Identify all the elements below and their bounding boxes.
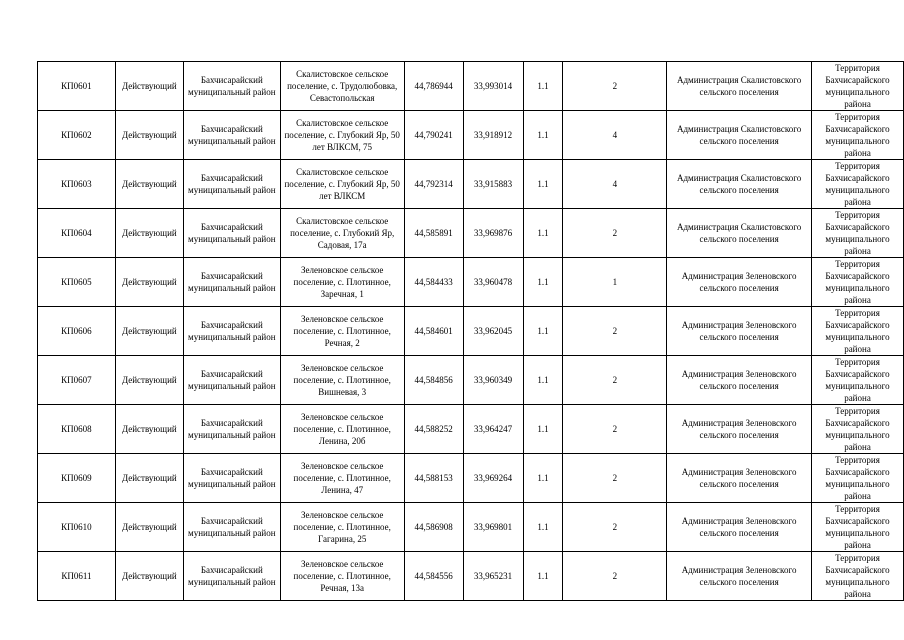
container-count-cell: 2 [563,405,667,454]
type-cell: 1.1 [523,307,563,356]
address-cell: Скалистовское сельское поселение, с. Глубокий Яр, 50 лет ВЛКСМ, 75 [280,111,404,160]
owner-cell: Администрация Скалистовского сельского поселения [667,111,812,160]
district-cell: Бахчисарайский муниципальный район [183,356,280,405]
longitude-cell: 33,965231 [463,552,523,601]
latitude-cell: 44,584601 [404,307,463,356]
longitude-cell: 33,969876 [463,209,523,258]
territory-cell: Территория Бахчисарайского муниципального района [812,503,904,552]
container-count-cell: 2 [563,503,667,552]
status-cell: Действующий [115,111,183,160]
latitude-cell: 44,588252 [404,405,463,454]
container-count-cell: 1 [563,258,667,307]
territory-cell: Территория Бахчисарайского муниципального района [812,209,904,258]
site-code-cell: КП0606 [38,307,116,356]
territory-cell: Территория Бахчисарайского муниципального района [812,160,904,209]
address-cell: Скалистовское сельское поселение, с. Глубокий Яр, 50 лет ВЛКСМ [280,160,404,209]
container-count-cell: 4 [563,111,667,160]
status-cell: Действующий [115,307,183,356]
address-cell: Зеленовское сельское поселение, с. Плотинное, Вишневая, 3 [280,356,404,405]
territory-cell: Территория Бахчисарайского муниципального района [812,356,904,405]
district-cell: Бахчисарайский муниципальный район [183,454,280,503]
status-cell: Действующий [115,356,183,405]
district-cell: Бахчисарайский муниципальный район [183,258,280,307]
type-cell: 1.1 [523,503,563,552]
container-count-cell: 2 [563,62,667,111]
longitude-cell: 33,915883 [463,160,523,209]
type-cell: 1.1 [523,454,563,503]
container-sites-table [37,61,904,601]
status-cell: Действующий [115,62,183,111]
type-cell: 1.1 [523,160,563,209]
type-cell: 1.1 [523,552,563,601]
site-code-cell: КП0604 [38,209,116,258]
site-code-cell: КП0608 [38,405,116,454]
status-cell: Действующий [115,552,183,601]
owner-cell: Администрация Зеленовского сельского поселения [667,552,812,601]
address-cell: Зеленовское сельское поселение, с. Плотинное, Речная, 13а [280,552,404,601]
table-row [38,307,904,356]
address-cell: Зеленовское сельское поселение, с. Плотинное, Гагарина, 25 [280,503,404,552]
table-row [38,111,904,160]
table-row [38,258,904,307]
owner-cell: Администрация Зеленовского сельского поселения [667,258,812,307]
type-cell: 1.1 [523,405,563,454]
type-cell: 1.1 [523,258,563,307]
container-count-cell: 2 [563,454,667,503]
status-cell: Действующий [115,405,183,454]
container-count-cell: 2 [563,552,667,601]
district-cell: Бахчисарайский муниципальный район [183,552,280,601]
territory-cell: Территория Бахчисарайского муниципального района [812,405,904,454]
latitude-cell: 44,792314 [404,160,463,209]
latitude-cell: 44,786944 [404,62,463,111]
status-cell: Действующий [115,209,183,258]
site-code-cell: КП0603 [38,160,116,209]
territory-cell: Территория Бахчисарайского муниципального района [812,258,904,307]
latitude-cell: 44,790241 [404,111,463,160]
latitude-cell: 44,586908 [404,503,463,552]
container-count-cell: 2 [563,209,667,258]
container-count-cell: 2 [563,356,667,405]
district-cell: Бахчисарайский муниципальный район [183,209,280,258]
longitude-cell: 33,960349 [463,356,523,405]
type-cell: 1.1 [523,356,563,405]
district-cell: Бахчисарайский муниципальный район [183,62,280,111]
longitude-cell: 33,969264 [463,454,523,503]
table-row [38,405,904,454]
site-code-cell: КП0609 [38,454,116,503]
owner-cell: Администрация Скалистовского сельского поселения [667,160,812,209]
table-body [38,62,904,601]
address-cell: Зеленовское сельское поселение, с. Плотинное, Ленина, 20б [280,405,404,454]
address-cell: Зеленовское сельское поселение, с. Плотинное, Заречная, 1 [280,258,404,307]
address-cell: Зеленовское сельское поселение, с. Плотинное, Ленина, 47 [280,454,404,503]
table-row [38,454,904,503]
latitude-cell: 44,584433 [404,258,463,307]
territory-cell: Территория Бахчисарайского муниципального района [812,111,904,160]
table-row [38,356,904,405]
table-row [38,209,904,258]
table-row [38,503,904,552]
address-cell: Скалистовское сельское поселение, с. Трудолюбовка, Севастопольская [280,62,404,111]
district-cell: Бахчисарайский муниципальный район [183,160,280,209]
site-code-cell: КП0602 [38,111,116,160]
owner-cell: Администрация Скалистовского сельского поселения [667,62,812,111]
table-row [38,62,904,111]
site-code-cell: КП0611 [38,552,116,601]
owner-cell: Администрация Зеленовского сельского поселения [667,503,812,552]
site-code-cell: КП0607 [38,356,116,405]
status-cell: Действующий [115,258,183,307]
status-cell: Действующий [115,160,183,209]
address-cell: Скалистовское сельское поселение, с. Глубокий Яр, Садовая, 17а [280,209,404,258]
site-code-cell: КП0610 [38,503,116,552]
owner-cell: Администрация Зеленовского сельского поселения [667,307,812,356]
owner-cell: Администрация Зеленовского сельского поселения [667,405,812,454]
owner-cell: Администрация Зеленовского сельского поселения [667,356,812,405]
territory-cell: Территория Бахчисарайского муниципального района [812,62,904,111]
latitude-cell: 44,588153 [404,454,463,503]
territory-cell: Территория Бахчисарайского муниципального района [812,307,904,356]
territory-cell: Территория Бахчисарайского муниципального района [812,454,904,503]
address-cell: Зеленовское сельское поселение, с. Плотинное, Речная, 2 [280,307,404,356]
territory-cell: Территория Бахчисарайского муниципального района [812,552,904,601]
table-row [38,160,904,209]
district-cell: Бахчисарайский муниципальный район [183,307,280,356]
longitude-cell: 33,960478 [463,258,523,307]
district-cell: Бахчисарайский муниципальный район [183,503,280,552]
longitude-cell: 33,993014 [463,62,523,111]
longitude-cell: 33,962045 [463,307,523,356]
table-row [38,552,904,601]
site-code-cell: КП0601 [38,62,116,111]
type-cell: 1.1 [523,111,563,160]
type-cell: 1.1 [523,62,563,111]
owner-cell: Администрация Зеленовского сельского поселения [667,454,812,503]
type-cell: 1.1 [523,209,563,258]
container-count-cell: 4 [563,160,667,209]
container-count-cell: 2 [563,307,667,356]
longitude-cell: 33,969801 [463,503,523,552]
longitude-cell: 33,964247 [463,405,523,454]
status-cell: Действующий [115,454,183,503]
owner-cell: Администрация Скалистовского сельского поселения [667,209,812,258]
latitude-cell: 44,584856 [404,356,463,405]
district-cell: Бахчисарайский муниципальный район [183,111,280,160]
site-code-cell: КП0605 [38,258,116,307]
longitude-cell: 33,918912 [463,111,523,160]
district-cell: Бахчисарайский муниципальный район [183,405,280,454]
status-cell: Действующий [115,503,183,552]
latitude-cell: 44,585891 [404,209,463,258]
latitude-cell: 44,584556 [404,552,463,601]
